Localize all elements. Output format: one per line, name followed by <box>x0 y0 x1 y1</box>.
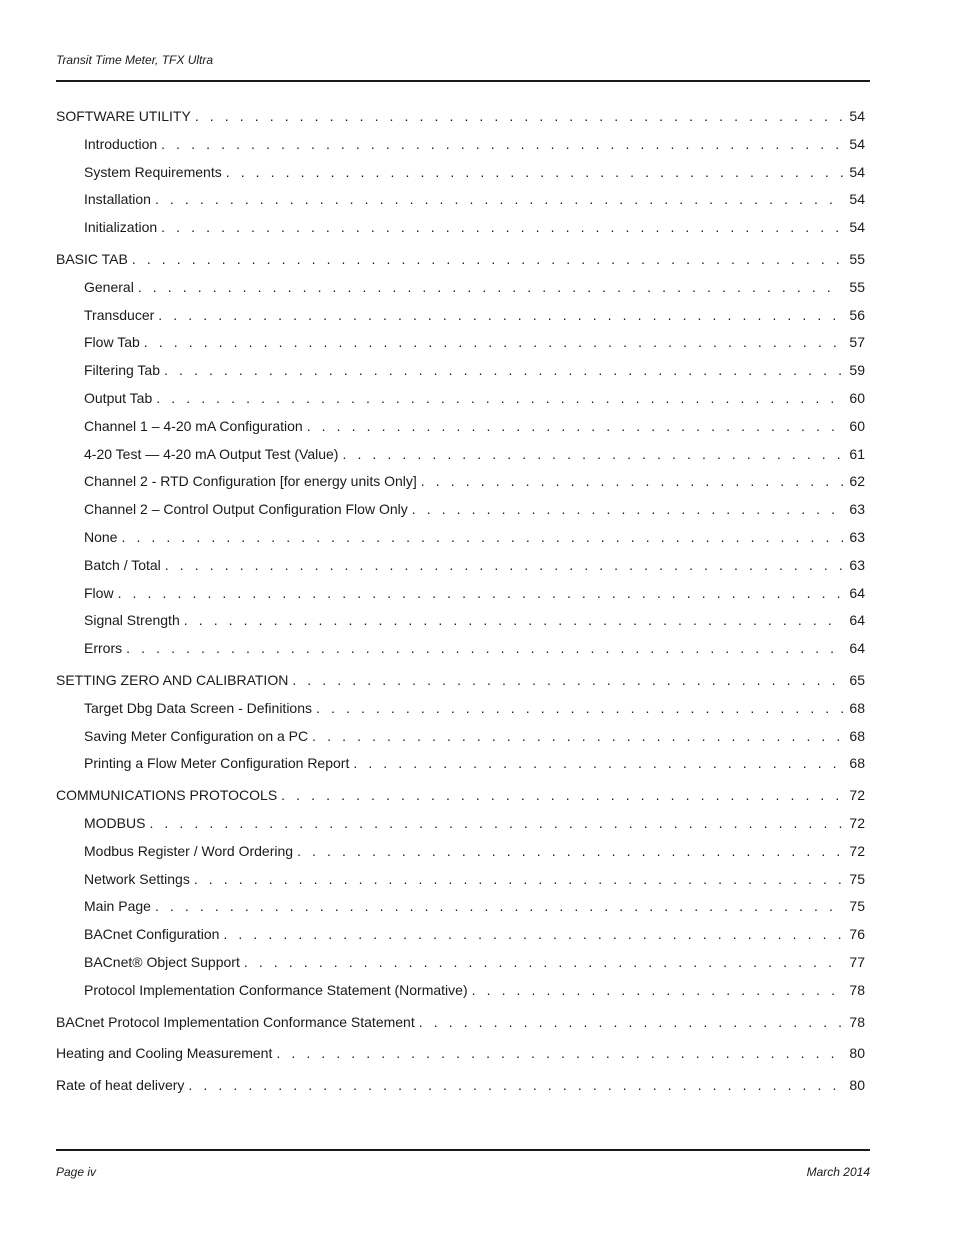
toc-entry-page-number: 75 <box>849 870 865 887</box>
toc-entry-title: SOFTWARE UTILITY <box>56 108 191 124</box>
toc-entry-title: COMMUNICATIONS PROTOCOLS <box>56 787 278 804</box>
toc-subentry[interactable] <box>56 838 865 866</box>
table-of-contents <box>56 103 865 1104</box>
dot-leader <box>149 810 843 838</box>
toc-entry-title: Errors <box>84 640 123 657</box>
toc-subentry[interactable] <box>56 131 865 159</box>
dot-leader <box>292 667 843 695</box>
toc-subentry[interactable] <box>56 413 865 441</box>
toc-subentry[interactable] <box>56 186 865 214</box>
dot-leader <box>138 274 843 302</box>
toc-entry-page-number: 63 <box>849 501 865 518</box>
toc-entry-page-number: 78 <box>849 981 865 998</box>
toc-subentry[interactable] <box>56 159 865 187</box>
toc-entry-page-number: 55 <box>849 250 865 267</box>
toc-entry-title: Channel 2 - RTD Configuration [for energy units Only] <box>84 473 417 490</box>
toc-section <box>56 667 865 778</box>
dot-leader <box>158 302 843 330</box>
dot-leader <box>312 723 843 751</box>
toc-entry-page-number: 68 <box>849 755 865 772</box>
toc-entry-page-number: 55 <box>849 278 865 295</box>
dot-leader <box>156 385 843 413</box>
toc-entry-title: BASIC TAB <box>56 250 128 267</box>
dot-leader <box>195 103 843 131</box>
toc-entry-title: MODBUS <box>84 814 146 831</box>
toc-entry-title: Protocol Implementation Conformance Statement (Normative) <box>84 981 468 998</box>
toc-section <box>56 1040 865 1068</box>
dot-leader <box>412 496 843 524</box>
toc-subentry[interactable] <box>56 921 865 949</box>
toc-subentry[interactable] <box>56 607 865 635</box>
toc-entry-page-number: 72 <box>849 842 865 859</box>
dot-leader <box>226 159 843 187</box>
toc-section <box>56 782 865 1004</box>
toc-entry-title: Transducer <box>84 306 155 323</box>
toc-subentry[interactable] <box>56 214 865 242</box>
toc-entry-title: BACnet Protocol Implementation Conformance Statement <box>56 1013 415 1030</box>
dot-leader <box>161 214 843 242</box>
toc-entry-page-number: 63 <box>849 556 865 573</box>
toc-entry-page-number: 59 <box>849 362 865 379</box>
toc-entry-page-number: 60 <box>849 417 865 434</box>
dot-leader <box>155 186 843 214</box>
header-rule <box>56 80 870 82</box>
running-header: Transit Time Meter, TFX Ultra <box>56 53 214 67</box>
toc-entry-page-number: 54 <box>849 219 865 236</box>
toc-entry-title: System Requirements <box>84 163 222 180</box>
toc-entry-page-number: 76 <box>849 926 865 943</box>
toc-subentry[interactable] <box>56 949 865 977</box>
toc-subentry[interactable] <box>56 274 865 302</box>
toc-subentry[interactable] <box>56 302 865 330</box>
toc-entry[interactable] <box>56 1072 865 1100</box>
toc-entry-page-number: 68 <box>849 699 865 716</box>
toc-entry-page-number: 80 <box>849 1077 865 1094</box>
dot-leader <box>353 750 843 778</box>
dot-leader <box>297 838 843 866</box>
toc-entry-page-number: 64 <box>849 584 865 601</box>
toc-entry-page-number: 64 <box>849 640 865 657</box>
toc-entry-title: Batch / Total <box>84 556 161 573</box>
toc-entry-page-number: 72 <box>849 814 865 831</box>
toc-entry[interactable] <box>56 1009 865 1037</box>
toc-subentry[interactable] <box>56 866 865 894</box>
dot-leader <box>165 552 843 580</box>
toc-subentry[interactable] <box>56 357 865 385</box>
toc-subentry[interactable] <box>56 695 865 723</box>
toc-entry-title: Rate of heat delivery <box>56 1077 185 1094</box>
toc-entry-title: SETTING ZERO AND CALIBRATION <box>56 671 289 688</box>
toc-entry-title: General <box>84 278 134 295</box>
toc-subentry[interactable] <box>56 893 865 921</box>
toc-entry-page-number: 60 <box>849 389 865 406</box>
toc-entry-title: Network Settings <box>84 870 190 887</box>
toc-entry-page-number: 54 <box>849 191 865 208</box>
toc-subentry[interactable] <box>56 635 865 663</box>
toc-entry-page-number: 64 <box>849 612 865 629</box>
toc-subentry[interactable] <box>56 552 865 580</box>
toc-subentry[interactable] <box>56 977 865 1005</box>
dot-leader <box>118 580 843 608</box>
toc-entry-page-number: 68 <box>849 727 865 744</box>
dot-leader <box>316 695 843 723</box>
toc-entry-title: BACnet Configuration <box>84 926 220 943</box>
toc-entry[interactable] <box>56 103 865 131</box>
footer-page-number: Page iv <box>56 1165 97 1179</box>
dot-leader <box>307 413 843 441</box>
dot-leader <box>184 607 843 635</box>
dot-leader <box>121 524 843 552</box>
toc-entry-page-number: 54 <box>849 135 865 152</box>
dot-leader <box>472 977 843 1005</box>
toc-subentry[interactable] <box>56 810 865 838</box>
dot-leader <box>144 329 843 357</box>
toc-entry-title: Target Dbg Data Screen - Definitions <box>84 699 312 716</box>
footer-date: March 2014 <box>806 1165 870 1179</box>
toc-entry-page-number: 72 <box>849 787 865 804</box>
toc-entry-title: Main Page <box>84 898 151 915</box>
dot-leader <box>155 893 843 921</box>
dot-leader <box>161 131 843 159</box>
toc-entry-title: 4-20 Test — 4-20 mA Output Test (Value) <box>84 445 339 462</box>
toc-entry-page-number: 54 <box>849 108 865 124</box>
toc-entry-title: Saving Meter Configuration on a PC <box>84 727 309 744</box>
toc-section <box>56 246 865 663</box>
dot-leader <box>421 468 843 496</box>
toc-entry-title: Printing a Flow Meter Configuration Report <box>84 755 350 772</box>
toc-entry-title: Flow Tab <box>84 334 140 351</box>
dot-leader <box>276 1040 843 1068</box>
toc-entry-page-number: 62 <box>849 473 865 490</box>
toc-entry[interactable] <box>56 782 865 810</box>
toc-entry-title: Filtering Tab <box>84 362 161 379</box>
toc-entry-title: Channel 1 – 4-20 mA Configuration <box>84 417 303 434</box>
toc-entry-page-number: 56 <box>849 306 865 323</box>
toc-entry-title: Initialization <box>84 219 158 236</box>
toc-subentry[interactable] <box>56 580 865 608</box>
toc-section <box>56 1072 865 1100</box>
toc-entry-page-number: 54 <box>849 163 865 180</box>
toc-subentry[interactable] <box>56 441 865 469</box>
dot-leader <box>342 441 843 469</box>
dot-leader <box>126 635 843 663</box>
dot-leader <box>244 949 843 977</box>
toc-section <box>56 103 865 242</box>
toc-entry-page-number: 57 <box>849 334 865 351</box>
toc-entry-page-number: 65 <box>849 671 865 688</box>
toc-subentry[interactable] <box>56 750 865 778</box>
toc-subentry[interactable] <box>56 496 865 524</box>
toc-subentry[interactable] <box>56 385 865 413</box>
toc-entry-title: Heating and Cooling Measurement <box>56 1045 273 1062</box>
toc-subentry[interactable] <box>56 524 865 552</box>
toc-subentry[interactable] <box>56 468 865 496</box>
dot-leader <box>188 1072 843 1100</box>
dot-leader <box>223 921 843 949</box>
footer-rule <box>56 1149 870 1151</box>
toc-entry-page-number: 75 <box>849 898 865 915</box>
toc-entry-page-number: 63 <box>849 528 865 545</box>
toc-entry-title: Modbus Register / Word Ordering <box>84 842 294 859</box>
toc-entry-title: Signal Strength <box>84 612 180 629</box>
toc-entry-title: Channel 2 – Control Output Configuration Flow Only <box>84 501 408 518</box>
toc-entry-page-number: 78 <box>849 1013 865 1030</box>
toc-entry[interactable] <box>56 1040 865 1068</box>
toc-entry[interactable] <box>56 246 865 274</box>
toc-entry[interactable] <box>56 667 865 695</box>
toc-entry-title: Installation <box>84 191 151 208</box>
toc-entry-title: Flow <box>84 584 114 601</box>
dot-leader <box>194 866 843 894</box>
dot-leader <box>419 1009 843 1037</box>
dot-leader <box>164 357 843 385</box>
dot-leader <box>132 246 843 274</box>
toc-subentry[interactable] <box>56 329 865 357</box>
toc-entry-title: BACnet® Object Support <box>84 953 240 970</box>
toc-entry-page-number: 61 <box>849 445 865 462</box>
toc-entry-page-number: 77 <box>849 953 865 970</box>
toc-subentry[interactable] <box>56 723 865 751</box>
dot-leader <box>281 782 843 810</box>
toc-entry-page-number: 80 <box>849 1045 865 1062</box>
toc-entry-title: Output Tab <box>84 389 153 406</box>
toc-entry-title: None <box>84 528 118 545</box>
toc-entry-title: Introduction <box>84 135 158 152</box>
toc-section <box>56 1009 865 1037</box>
